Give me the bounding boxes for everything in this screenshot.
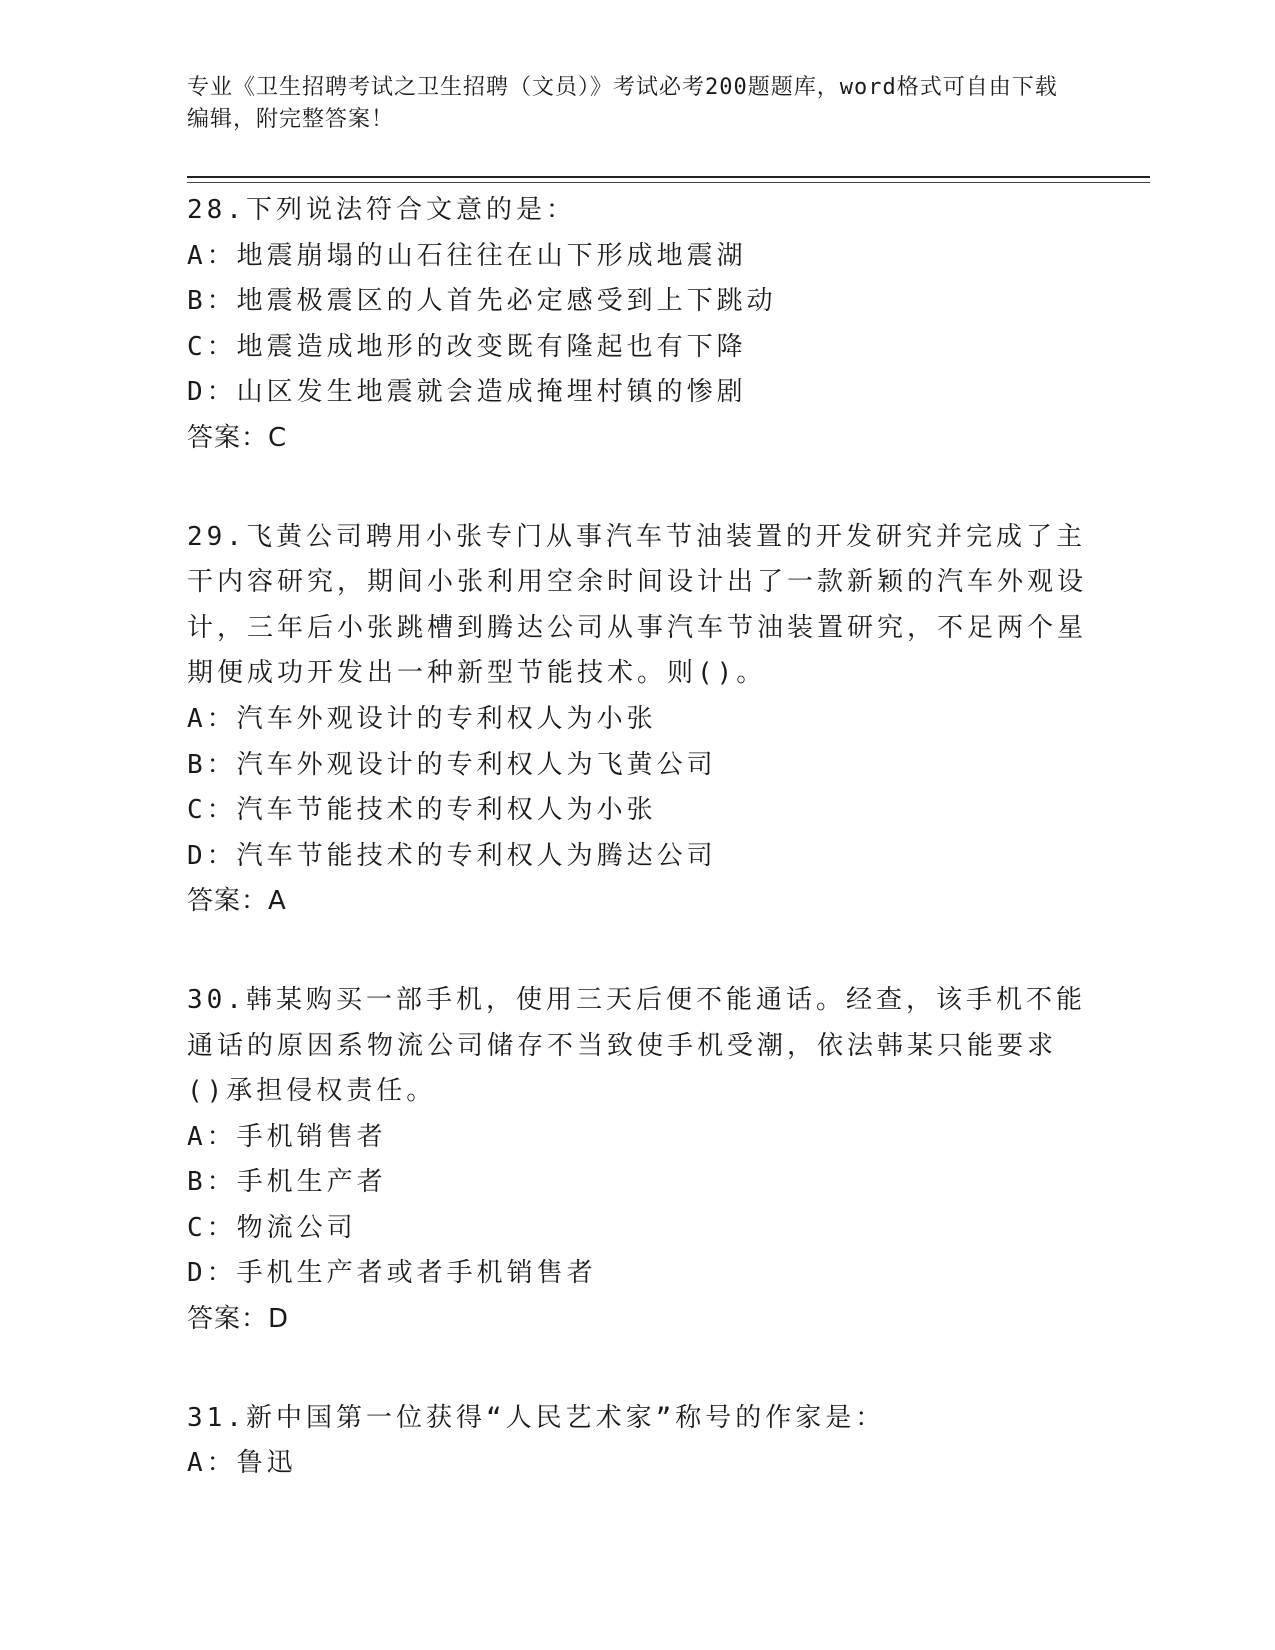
option-d: D：汽车节能技术的专利权人为腾达公司 xyxy=(187,840,717,871)
option-c: C：物流公司 xyxy=(187,1212,357,1243)
option-c: C：汽车节能技术的专利权人为小张 xyxy=(187,795,657,826)
question-28 xyxy=(187,188,1087,462)
answer-line: 答案：A xyxy=(187,886,287,917)
question-stem: 30.韩某购买一部手机，使用三天后便不能通话。经查，该手机不能通话的原因系物流公司储存不当致使手机受潮，依法韩某只能要求()承担侵权责任。 xyxy=(187,984,1086,1107)
answer-line: 答案：D xyxy=(187,1304,290,1335)
option-c: C：地震造成地形的改变既有隆起也有下降 xyxy=(187,331,747,362)
question-stem: 29.飞黄公司聘用小张专门从事汽车节油装置的开发研究并完成了主干内容研究，期间小张利用空余时间设计出了一款新颖的汽车外观设计，三年后小张跳槽到腾达公司从事汽车节油装置研究，不足两个星期便成功开发出一种新型节能技术。则()。 xyxy=(187,521,1088,689)
option-a: A：汽车外观设计的专利权人为小张 xyxy=(187,703,657,734)
question-stem: 28.下列说法符合文意的是： xyxy=(187,195,576,225)
option-b: B：地震极震区的人首先必定感受到上下跳动 xyxy=(187,286,777,317)
option-d: D：手机生产者或者手机销售者 xyxy=(187,1258,597,1289)
option-b: B：汽车外观设计的专利权人为飞黄公司 xyxy=(187,749,717,780)
option-b: B：手机生产者 xyxy=(187,1167,387,1198)
header-divider-thin xyxy=(187,182,1150,183)
question-list xyxy=(187,188,1087,1540)
answer-line: 答案：C xyxy=(187,422,288,453)
question-31 xyxy=(187,1396,1087,1487)
header-divider-thick xyxy=(187,176,1150,178)
question-stem: 31.新中国第一位获得“人民艺术家”称号的作家是： xyxy=(187,1402,886,1433)
question-30 xyxy=(187,978,1087,1343)
option-a: A：手机销售者 xyxy=(187,1121,387,1152)
option-a: A：地震崩塌的山石往往在山下形成地震湖 xyxy=(187,240,747,271)
document-header: 专业《卫生招聘考试之卫生招聘（文员）》考试必考200题题库，word格式可自由下载编辑，附完整答案！ xyxy=(187,75,1058,132)
question-29 xyxy=(187,515,1087,925)
option-a: A：鲁迅 xyxy=(187,1448,297,1479)
option-d: D：山区发生地震就会造成掩埋村镇的惨剧 xyxy=(187,377,747,408)
